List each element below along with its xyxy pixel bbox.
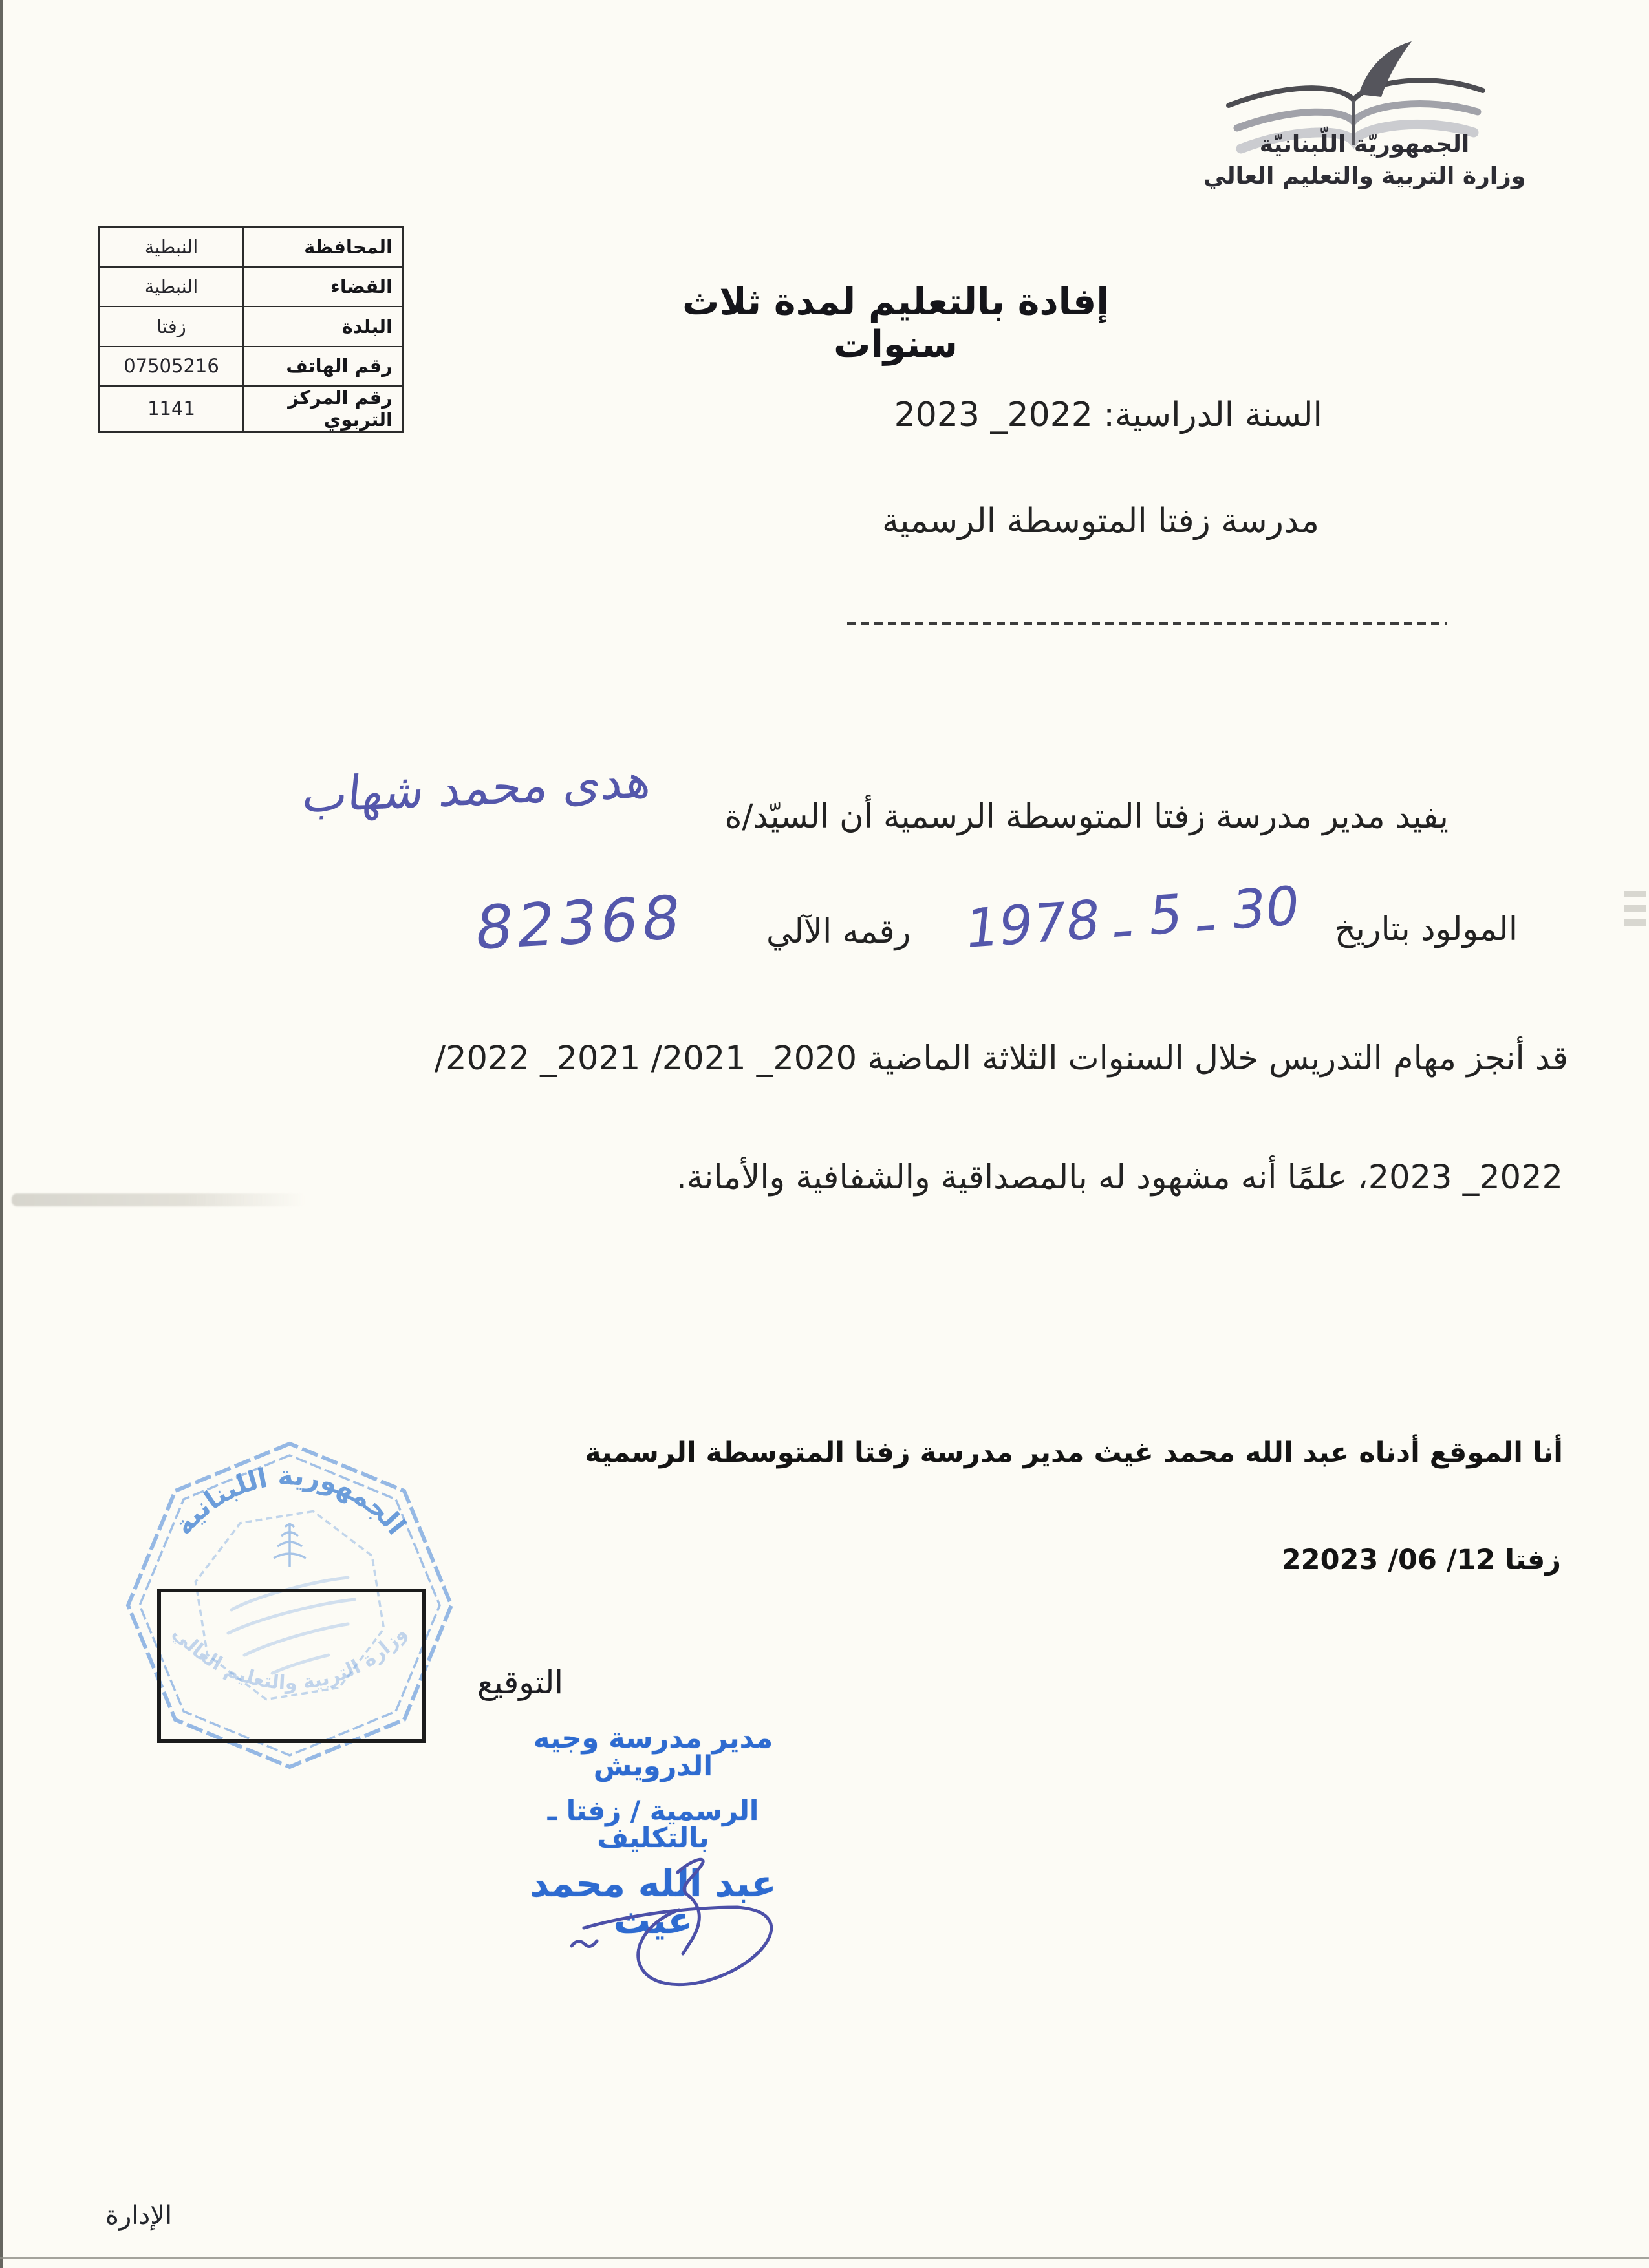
ministry-header [1196,129,1533,192]
row-label: المحافظة [242,228,402,266]
table-row [100,307,402,347]
table-row [100,347,402,387]
scan-edge-bottom [0,2257,1649,2259]
auto-number-label: رقمه الآلي [766,913,911,951]
scan-smudge [12,1193,306,1206]
birth-date-handwritten: 30 ـ 5 ـ 1978 [962,875,1302,961]
intro-line: يفيد مدير مدرسة زفتا المتوسطة الرسمية أن السيّد/ة [724,798,1449,836]
stamp-top-arc-text: الجمهورية اللبنانية [167,1460,413,1541]
scan-smudge [1624,891,1646,927]
closing-line: 2022_ 2023، علمًا أنه مشهود له بالمصداقية والشفافية والأمانة. [676,1159,1563,1197]
school-info-table [98,226,404,433]
dashed-separator [847,622,1447,625]
table-row [100,387,402,431]
row-label: رقم الهاتف [242,347,402,386]
teaching-years-line: قد أنجز مهام التدريس خلال السنوات الثلاثة الماضية 2020_ 2021/ 2021_ 2022/ [434,1040,1568,1078]
signature-label: التوقيع [477,1664,563,1701]
birth-date-label: المولود بتاريخ [1334,910,1518,948]
school-name-line: مدرسة زفتا المتوسطة الرسمية [882,502,1319,540]
row-value: النبطية [144,275,199,298]
black-rectangle-frame [157,1589,426,1743]
row-label: القضاء [242,268,402,306]
document-title: إفادة بالتعليم لمدة ثلاث سنوات [682,281,1109,366]
row-value: زفتا [156,315,186,337]
stamp-line-1: مدير مدرسة وجيه الدرويش [533,1722,773,1782]
teacher-name-handwritten: هدى محمد شهاب [299,753,654,824]
ministry-name: وزارة التربية والتعليم العالي [1203,162,1526,189]
handwritten-signature [555,1848,814,2042]
table-row [100,228,402,268]
auto-number-handwritten: 82368 [471,883,689,963]
row-label: رقم المركز التربوي [242,387,402,431]
row-value: 1141 [147,398,195,420]
stamp-line-2: الرسمية / زفتا ـ بالتكليف [547,1795,759,1854]
row-value: النبطية [144,235,199,258]
table-row [100,268,402,308]
stamp-line-3: عبد الله محمد غيث [530,1863,777,1942]
stamp-bottom-arc-text: وزارة التربية والتعليم العالي [167,1621,412,1695]
cedar-tree-icon [274,1523,306,1567]
republic-name: الجمهوريّة اللّبنانيّة [1259,131,1470,158]
admin-label: الإدارة [105,2201,173,2231]
academic-year-line: السنة الدراسية: 2022_ 2023 [894,396,1322,434]
scan-edge-left [0,0,3,2268]
place-date-line: زفتا 12/ 06/ 22023 [1281,1544,1561,1576]
row-value: 07505216 [124,355,219,378]
director-declaration-line: أنا الموقع أدناه عبد الله محمد غيث مدير مدرسة زفتا المتوسطة الرسمية [585,1437,1563,1469]
row-label: البلدة [242,307,402,346]
